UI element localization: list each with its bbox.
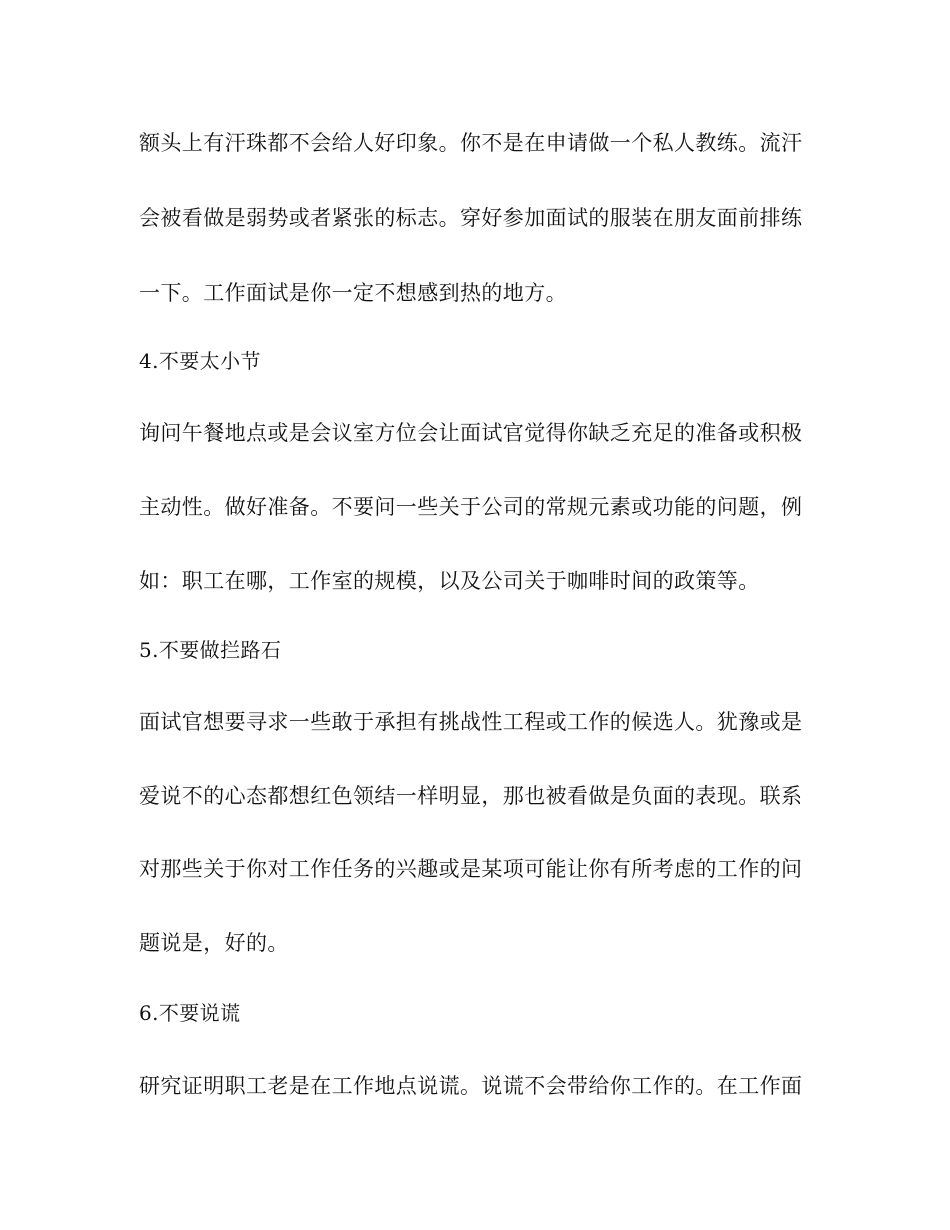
section-heading-4: 4.不要太小节: [139, 349, 261, 373]
paragraph-sweat-line: 一下。工作面试是你一定不想感到热的地方。: [139, 281, 567, 305]
paragraph-6-line: 研究证明职工老是在工作地点说谎。说谎不会带给你工作的。在工作面: [139, 1074, 803, 1098]
paragraph-sweat-line: 会被看做是弱势或者紧张的标志。穿好参加面试的服装在朋友面前排练: [139, 206, 803, 230]
paragraph-5-line: 爱说不的心态都想红色领结一样明显，那也被看做是负面的表现。联系: [139, 784, 803, 808]
paragraph-5-line: 对那些关于你对工作任务的兴趣或是某项可能让你有所考虑的工作的问: [139, 857, 803, 881]
paragraph-4-line: 如：职工在哪，工作室的规模，以及公司关于咖啡时间的政策等。: [139, 569, 760, 593]
paragraph-sweat-line: 额头上有汗珠都不会给人好印象。你不是在申请做一个私人教练。流汗: [139, 131, 803, 155]
section-heading-6: 6.不要说谎: [139, 1001, 241, 1025]
section-heading-5: 5.不要做拦路石: [139, 638, 282, 662]
paragraph-4-line: 询问午餐地点或是会议室方位会让面试官觉得你缺乏充足的准备或积极: [139, 421, 803, 445]
paragraph-5-line: 题说是，好的。: [139, 931, 289, 955]
paragraph-5-line: 面试官想要寻求一些敢于承担有挑战性工程或工作的候选人。犹豫或是: [139, 710, 803, 734]
paragraph-4-line: 主动性。做好准备。不要问一些关于公司的常规元素或功能的问题，例: [139, 495, 803, 519]
